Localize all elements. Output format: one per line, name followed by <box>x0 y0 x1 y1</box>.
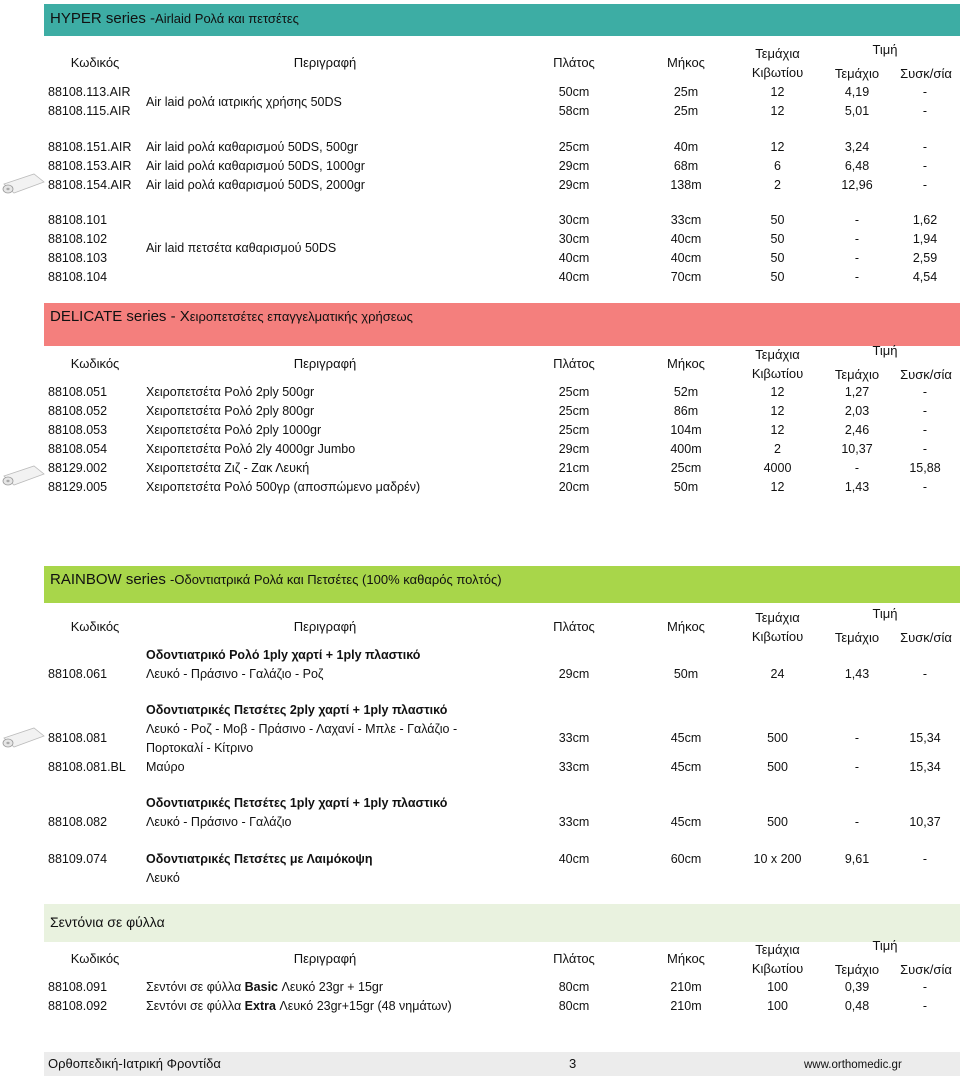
pieces-per-box: 2 <box>774 178 781 192</box>
price-per-pack: - <box>922 980 928 994</box>
header-price-unit: Τεμάχιο <box>834 66 880 81</box>
header-length: Μήκος <box>667 55 705 70</box>
product-description: Air laid ρολά καθαρισμού 50DS, 1000gr <box>146 159 365 173</box>
product-width: 50cm <box>558 85 590 99</box>
description-part: Λευκό 23gr+15gr (48 νημάτων) <box>275 999 452 1013</box>
pieces-per-box: 12 <box>770 140 785 154</box>
product-length: 70cm <box>670 270 702 284</box>
product-length: 40cm <box>670 232 702 246</box>
product-length: 45cm <box>670 731 702 745</box>
price-per-pack: 15,88 <box>909 461 941 475</box>
header-description: Περιγραφή <box>293 356 357 371</box>
product-description: Χειροπετσέτα Ρολό 500γρ (αποσπώμενο μαδρέν) <box>146 480 421 494</box>
product-width: 33cm <box>558 731 590 745</box>
rainbow-title-band <box>44 566 960 603</box>
product-width: 21cm <box>558 461 590 475</box>
header-description: Περιγραφή <box>293 619 357 634</box>
product-description: Λευκό - Πράσινο - Γαλάζιο <box>146 815 292 829</box>
header-qty-line1: Τεμάχια <box>755 347 800 362</box>
product-code: 88108.053 <box>48 423 108 437</box>
product-length: 210m <box>670 999 702 1013</box>
pieces-per-box: 100 <box>767 999 788 1013</box>
sheets-title: Σεντόνια σε φύλλα <box>50 914 165 930</box>
price-per-piece: 12,96 <box>841 178 873 192</box>
footer-website[interactable]: www.orthomedic.gr <box>804 1059 902 1071</box>
product-description: Χειροπετσέτα Ρολό 2ply 800gr <box>146 404 315 418</box>
product-length: 45cm <box>670 760 702 774</box>
hyper-title-series: HYPER series - <box>50 10 156 27</box>
pieces-per-box: 12 <box>770 423 785 437</box>
footer-company: Ορθοπεδική-Ιατρική Φροντίδα <box>48 1056 221 1071</box>
delicate-title-series: DELICATE series - Χ <box>50 308 190 325</box>
price-per-pack: 2,59 <box>912 251 938 265</box>
paper-roll-image <box>0 172 46 196</box>
price-per-pack: - <box>922 385 928 399</box>
paper-roll-image <box>0 464 46 488</box>
header-price-pack: Συσκ/σία <box>900 630 952 645</box>
header-qty-line1: Τεμάχια <box>755 46 800 61</box>
product-width: 58cm <box>558 104 590 118</box>
header-code: Κωδικός <box>70 55 120 70</box>
header-qty-line2: Κιβωτίου <box>751 629 804 644</box>
delicate-title-sub: ειροπετσέτες επαγγελματικής χρήσεως <box>189 309 413 324</box>
product-length: 68m <box>673 159 699 173</box>
price-per-pack: - <box>922 104 928 118</box>
rainbow-p2a-desc2: Πορτοκαλί - Κίτρινο <box>146 741 254 755</box>
product-description: Air laid ρολά καθαρισμού 50DS, 2000gr <box>146 178 365 192</box>
pieces-per-box: 12 <box>770 85 785 99</box>
price-per-piece: 0,39 <box>844 980 870 994</box>
product-width: 30cm <box>558 213 590 227</box>
product-length: 40cm <box>670 251 702 265</box>
hyper-group3-desc: Air laid πετσέτα καθαρισμού 50DS <box>146 241 337 255</box>
product-width: 29cm <box>558 178 590 192</box>
hyper-title-band <box>44 4 960 36</box>
price-per-piece: 4,19 <box>844 85 870 99</box>
price-per-pack: - <box>922 480 928 494</box>
description-part: Extra <box>244 999 276 1013</box>
product-length: 33cm <box>670 213 702 227</box>
header-qty-line2: Κιβωτίου <box>751 961 804 976</box>
header-code: Κωδικός <box>70 619 120 634</box>
price-per-pack: - <box>922 85 928 99</box>
pieces-per-box: 50 <box>770 251 785 265</box>
price-per-pack: - <box>922 423 928 437</box>
price-per-pack: - <box>922 159 928 173</box>
price-per-piece: - <box>854 232 860 246</box>
product-width: 29cm <box>558 442 590 456</box>
product-description: Μαύρο <box>146 760 185 774</box>
pieces-per-box: 10 x 200 <box>753 852 802 866</box>
price-per-piece: - <box>854 760 860 774</box>
product-code: 88108.101 <box>48 213 108 227</box>
header-description: Περιγραφή <box>293 55 357 70</box>
pieces-per-box: 12 <box>770 104 785 118</box>
product-width: 33cm <box>558 815 590 829</box>
header-price: Τιμή <box>872 42 898 57</box>
header-qty-line2: Κιβωτίου <box>751 366 804 381</box>
product-code: 88108.054 <box>48 442 108 456</box>
product-description <box>146 998 526 1014</box>
pieces-per-box: 100 <box>767 980 788 994</box>
product-code: 88109.074 <box>48 852 108 866</box>
paper-roll-image <box>0 726 46 750</box>
product-code: 88108.115.AIR <box>48 104 131 118</box>
rainbow-p4-desc: Λευκό <box>146 871 180 885</box>
product-code: 88108.103 <box>48 251 108 265</box>
header-code: Κωδικός <box>70 951 120 966</box>
product-code: 88108.081 <box>48 731 108 745</box>
product-description: Air laid ρολά καθαρισμού 50DS, 500gr <box>146 140 359 154</box>
price-per-piece: 1,27 <box>844 385 870 399</box>
hyper-title <box>50 10 299 27</box>
rainbow-title-sub: -Οδοντιατρικά Ρολά και Πετσέτες (100% καθαρός πολτός) <box>170 572 502 587</box>
header-qty-line1: Τεμάχια <box>755 610 800 625</box>
price-per-piece: 2,03 <box>844 404 870 418</box>
product-code: 88108.154.AIR <box>48 178 132 192</box>
header-price-pack: Συσκ/σία <box>900 66 952 81</box>
product-width: 80cm <box>558 999 590 1013</box>
price-per-piece: 10,37 <box>841 442 873 456</box>
price-per-pack: - <box>922 404 928 418</box>
pieces-per-box: 24 <box>770 667 785 681</box>
header-code: Κωδικός <box>70 356 120 371</box>
pieces-per-box: 12 <box>770 480 785 494</box>
price-per-pack: 15,34 <box>909 760 941 774</box>
price-per-piece: - <box>854 213 860 227</box>
product-description: Χειροπετσέτα Ρολό 2ly 4000gr Jumbo <box>146 442 356 456</box>
product-code: 88108.052 <box>48 404 108 418</box>
product-code: 88108.113.AIR <box>48 85 131 99</box>
description-part: Σεντόνι σε φύλλα <box>146 999 245 1013</box>
header-description: Περιγραφή <box>293 951 357 966</box>
header-price: Τιμή <box>872 938 898 953</box>
price-per-pack: - <box>922 999 928 1013</box>
product-length: 50m <box>673 667 699 681</box>
product-length: 25m <box>673 85 699 99</box>
pieces-per-box: 50 <box>770 270 785 284</box>
price-per-piece: 6,48 <box>844 159 870 173</box>
price-per-pack: - <box>922 140 928 154</box>
product-code: 88108.082 <box>48 815 108 829</box>
price-per-piece: - <box>854 270 860 284</box>
price-per-piece: - <box>854 461 860 475</box>
product-code: 88129.005 <box>48 480 108 494</box>
description-part: Σεντόνι σε φύλλα <box>146 980 245 994</box>
product-length: 40m <box>673 140 699 154</box>
product-width: 25cm <box>558 140 590 154</box>
product-length: 210m <box>670 980 702 994</box>
header-length: Μήκος <box>667 619 705 634</box>
price-per-pack: 10,37 <box>909 815 941 829</box>
product-width: 25cm <box>558 404 590 418</box>
pieces-per-box: 500 <box>767 815 788 829</box>
product-width: 40cm <box>558 251 590 265</box>
price-per-piece: - <box>854 731 860 745</box>
header-price-pack: Συσκ/σία <box>900 367 952 382</box>
product-description <box>146 979 526 995</box>
price-per-pack: 1,94 <box>912 232 938 246</box>
product-width: 40cm <box>558 270 590 284</box>
header-price-unit: Τεμάχιο <box>834 367 880 382</box>
product-description: Λευκό - Πράσινο - Γαλάζιο - Ροζ <box>146 667 324 681</box>
product-code: 88108.092 <box>48 999 108 1013</box>
header-price: Τιμή <box>872 343 898 358</box>
product-width: 25cm <box>558 385 590 399</box>
product-length: 104m <box>670 423 702 437</box>
product-code: 88108.091 <box>48 980 108 994</box>
footer-page-number: 3 <box>569 1056 577 1071</box>
header-length: Μήκος <box>667 356 705 371</box>
price-per-piece: 3,24 <box>844 140 870 154</box>
product-length: 400m <box>670 442 702 456</box>
product-width: 25cm <box>558 423 590 437</box>
product-length: 50m <box>673 480 699 494</box>
rainbow-p1-heading: Οδοντιατρικό Ρολό 1ply χαρτί + 1ply πλαστικό <box>146 648 421 662</box>
header-qty-line1: Τεμάχια <box>755 942 800 957</box>
price-per-piece: 1,43 <box>844 480 870 494</box>
pieces-per-box: 6 <box>774 159 781 173</box>
header-price-unit: Τεμάχιο <box>834 962 880 977</box>
product-width: 80cm <box>558 980 590 994</box>
product-description: Χειροπετσέτα Ρολό 2ply 500gr <box>146 385 315 399</box>
product-width: 29cm <box>558 159 590 173</box>
price-per-pack: - <box>922 178 928 192</box>
price-per-pack: - <box>922 852 928 866</box>
pieces-per-box: 50 <box>770 232 785 246</box>
price-per-pack: 4,54 <box>912 270 938 284</box>
header-width: Πλάτος <box>553 55 595 70</box>
price-per-piece: 1,43 <box>844 667 870 681</box>
product-length: 45cm <box>670 815 702 829</box>
price-per-pack: - <box>922 667 928 681</box>
description-part: Basic <box>244 980 279 994</box>
product-code: 88108.153.AIR <box>48 159 132 173</box>
price-per-piece: 0,48 <box>844 999 870 1013</box>
header-width: Πλάτος <box>553 951 595 966</box>
product-length: 25m <box>673 104 699 118</box>
pieces-per-box: 50 <box>770 213 785 227</box>
price-per-piece: 5,01 <box>844 104 870 118</box>
price-per-piece: - <box>854 251 860 265</box>
product-width: 29cm <box>558 667 590 681</box>
product-width: 33cm <box>558 760 590 774</box>
price-per-pack: 15,34 <box>909 731 941 745</box>
pieces-per-box: 12 <box>770 404 785 418</box>
price-per-piece: - <box>854 815 860 829</box>
product-description: Χειροπετσέτα Ρολό 2ply 1000gr <box>146 423 322 437</box>
product-width: 40cm <box>558 852 590 866</box>
product-length: 52m <box>673 385 699 399</box>
rainbow-p2-heading: Οδοντιατρικές Πετσέτες 2ply χαρτί + 1ply πλαστικό <box>146 703 448 717</box>
product-description: Χειροπετσέτα Ζιζ - Ζακ Λευκή <box>146 461 310 475</box>
product-width: 30cm <box>558 232 590 246</box>
product-code: 88108.061 <box>48 667 108 681</box>
header-width: Πλάτος <box>553 619 595 634</box>
product-code: 88108.104 <box>48 270 108 284</box>
price-per-piece: 2,46 <box>844 423 870 437</box>
pieces-per-box: 500 <box>767 731 788 745</box>
header-length: Μήκος <box>667 951 705 966</box>
header-price-unit: Τεμάχιο <box>834 630 880 645</box>
product-code: 88108.102 <box>48 232 108 246</box>
header-width: Πλάτος <box>553 356 595 371</box>
header-qty-line2: Κιβωτίου <box>751 65 804 80</box>
pieces-per-box: 2 <box>774 442 781 456</box>
product-length: 60cm <box>670 852 702 866</box>
pieces-per-box: 12 <box>770 385 785 399</box>
header-price-pack: Συσκ/σία <box>900 962 952 977</box>
delicate-title <box>50 308 413 325</box>
product-code: 88129.002 <box>48 461 108 475</box>
hyper-title-sub: Airlaid Ρολά και πετσέτες <box>155 11 299 26</box>
header-price: Τιμή <box>872 606 898 621</box>
rainbow-p4-heading: Οδοντιατρικές Πετσέτες με Λαιμόκοψη <box>146 852 373 866</box>
price-per-pack: 1,62 <box>912 213 938 227</box>
price-per-pack: - <box>922 442 928 456</box>
price-per-piece: 9,61 <box>844 852 870 866</box>
product-code: 88108.151.AIR <box>48 140 132 154</box>
product-code: 88108.051 <box>48 385 108 399</box>
rainbow-p3-heading: Οδοντιατρικές Πετσέτες 1ply χαρτί + 1ply πλαστικό <box>146 796 448 810</box>
delicate-title-band <box>44 303 960 346</box>
product-length: 25cm <box>670 461 702 475</box>
product-width: 20cm <box>558 480 590 494</box>
hyper-group1-desc: Air laid ρολά ιατρικής χρήσης 50DS <box>146 95 342 109</box>
product-length: 86m <box>673 404 699 418</box>
product-code: 88108.081.BL <box>48 760 126 774</box>
pieces-per-box: 4000 <box>763 461 792 475</box>
product-length: 138m <box>670 178 702 192</box>
sheets-title-band <box>44 904 960 942</box>
page-footer <box>44 1052 960 1076</box>
pieces-per-box: 500 <box>767 760 788 774</box>
rainbow-title-series: RAINBOW series <box>50 571 171 588</box>
rainbow-title <box>50 571 502 588</box>
rainbow-p2a-desc1: Λευκό - Ροζ - Μοβ - Πράσινο - Λαχανί - Μπλε - Γαλάζιο - <box>146 722 458 736</box>
description-part: Λευκό 23gr + 15gr <box>278 980 384 994</box>
